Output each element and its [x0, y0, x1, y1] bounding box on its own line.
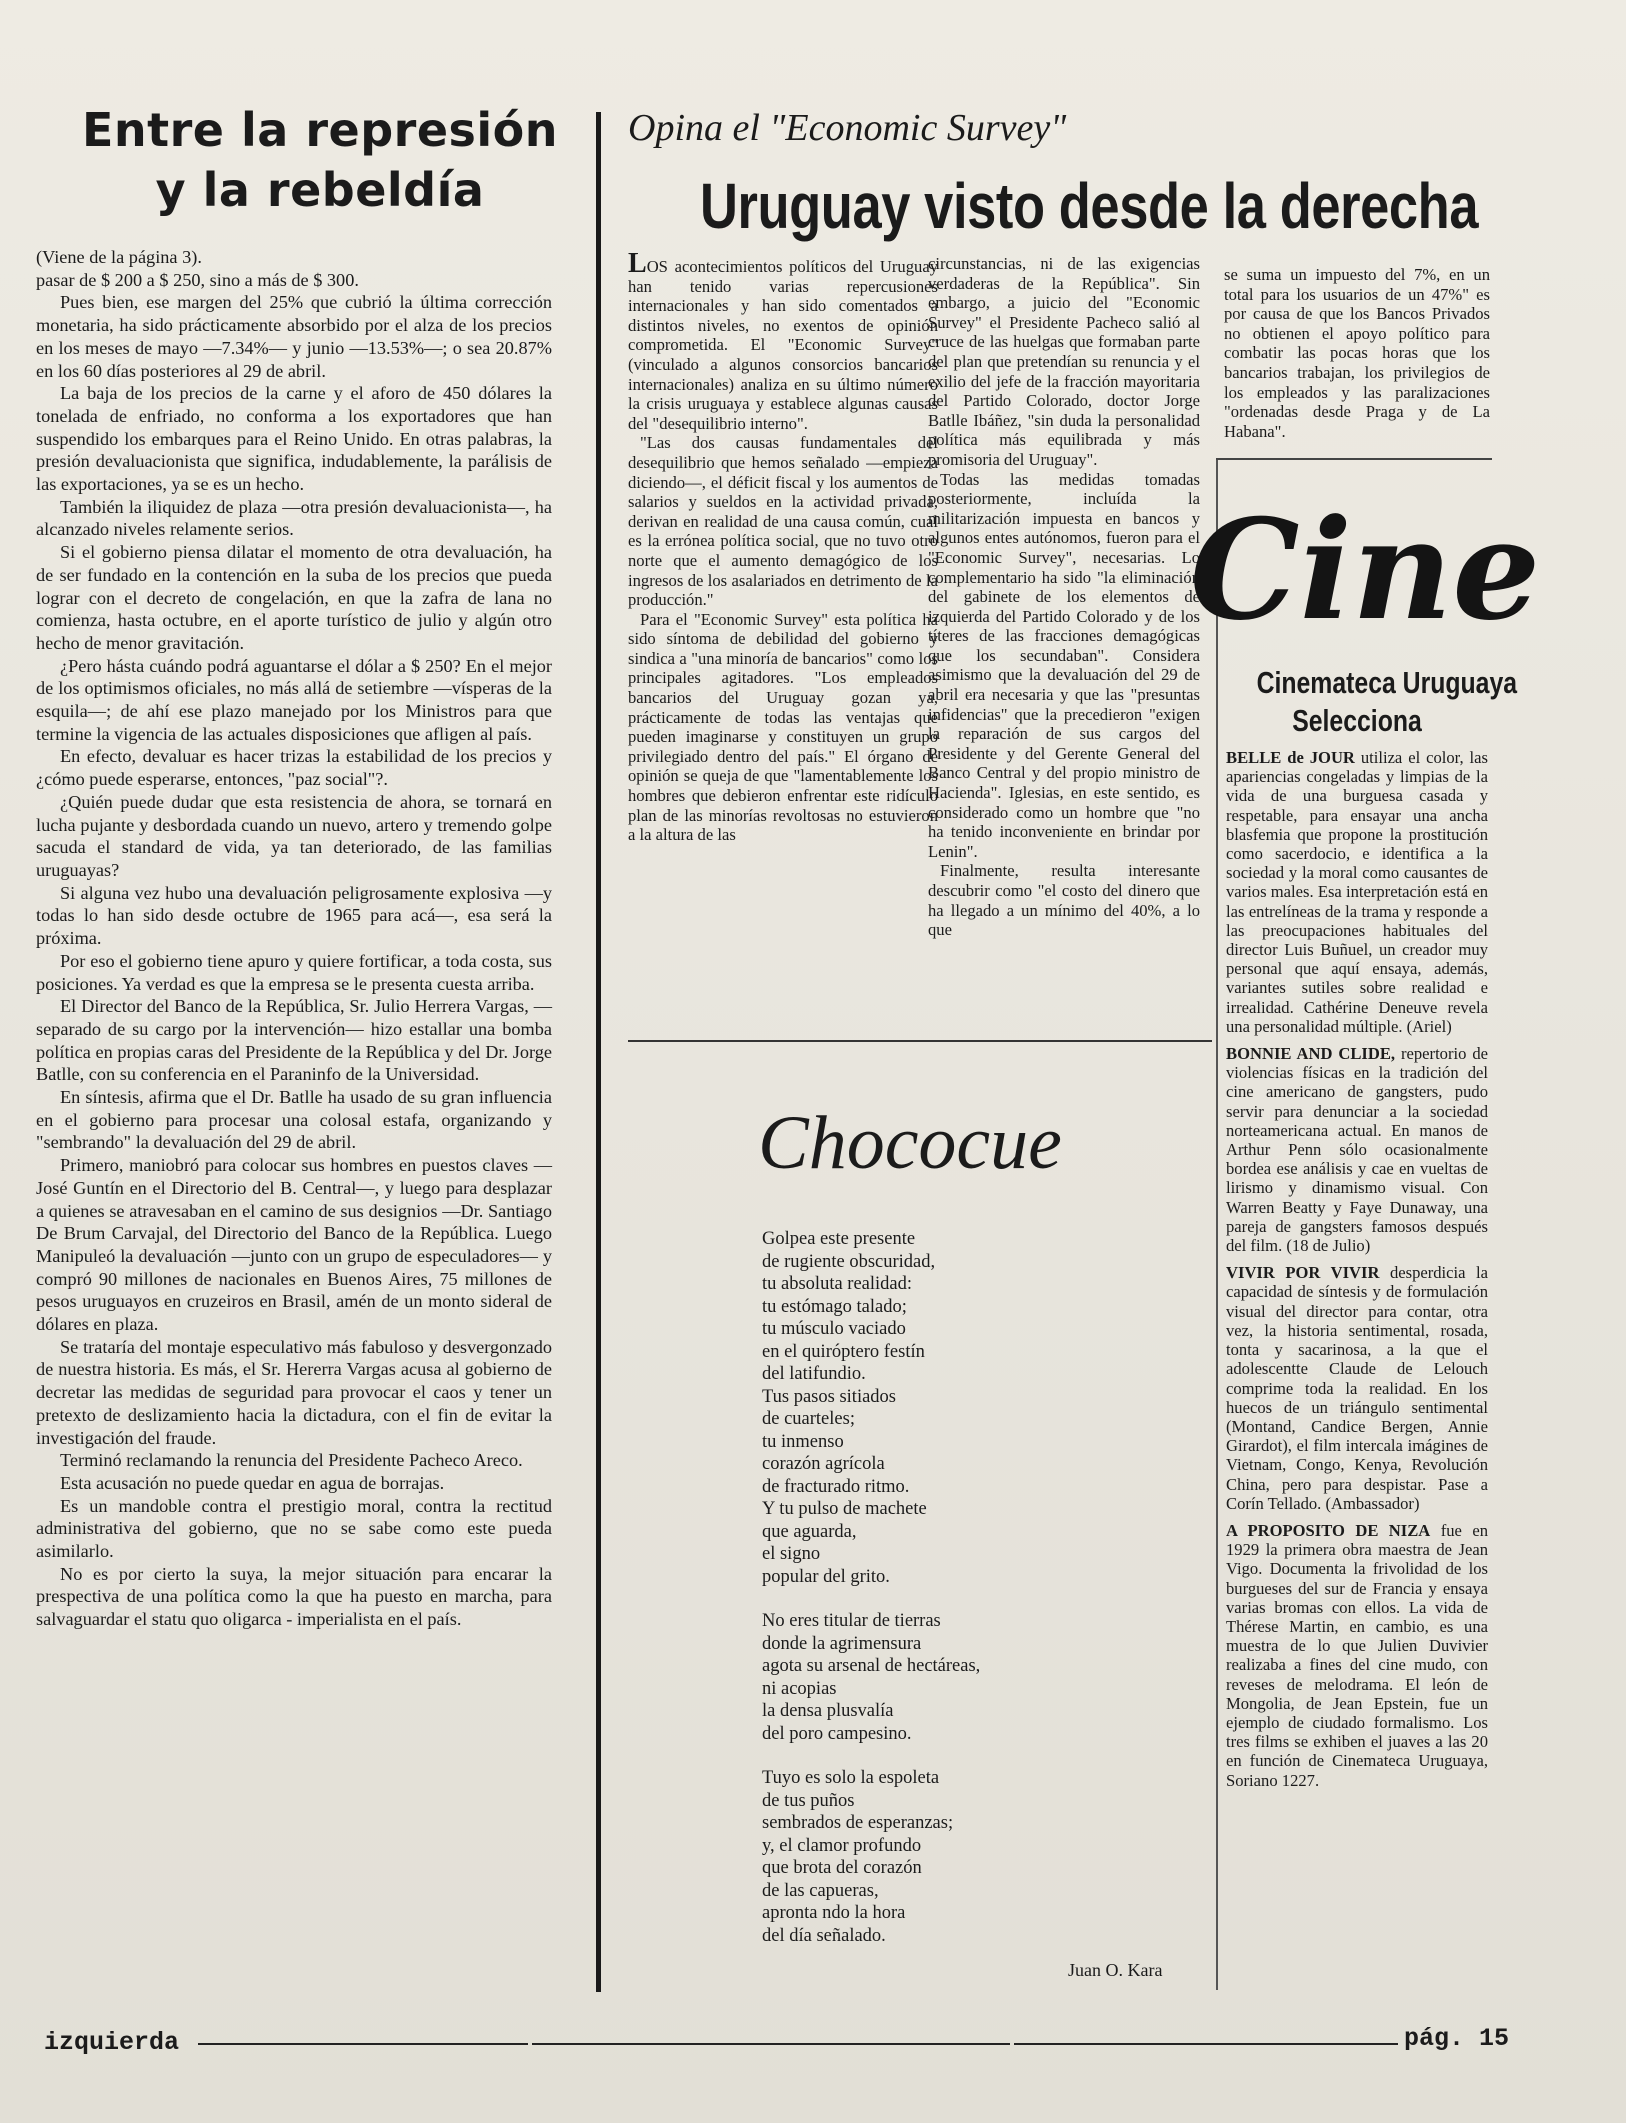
poem-line: tu absoluta realidad:: [762, 1274, 913, 1294]
article-column-3: [1224, 265, 1490, 441]
poem-line: de tus puños: [762, 1790, 855, 1811]
cine-logo: [1189, 486, 1541, 651]
cine-entry-text: desperdicia la capacidad de síntesis y de formulación visual del director para contar, otra vez, la historia sentimental, rosada, tonta y sacarinosa, a la que el adolescentte Claude de Lelouch comprime toda la realidad. En los huecos de un triángulo sentimental (Montand, Candice Bergen, Annie Girardot), el film intercala imágines de Vietnam, Congo, Kenya, Revolución China, pero para despistar. Pase a Corín Tellado. (Ambassador): [1226, 1263, 1488, 1513]
cine-heading-line1: Cinemateca Uruguaya: [1256, 665, 1518, 700]
poem-line: apronta ndo la hora: [762, 1903, 906, 1923]
poem-line: donde la agrimensura: [762, 1633, 922, 1654]
cine-entry-text: utiliza el color, las apariencias congeladas y limpias de la vida de una burguesa casada y respetable, para ensayar una ancha blasfemia que propone la prostitución como sacerdocio, e identifica a la sociedad y la moral como causantes de varios males. Esa interpretación está en las entrelíneas de la trama y responde a las preocupaciones habituales del director Luis Buñuel, un creador muy personal que aquí ensaya, además, variantes sutiles sobre realidad e irrealidad. Cathérine Deneuve revela una personalidad múltiple. (Ariel): [1226, 748, 1488, 1036]
section-divider: [628, 1040, 1212, 1042]
cine-entry-text: fue en 1929 la primera obra maestra de Jean Vigo. Documenta la frivolidad de los burgueses del sur de Francia y ensaya varias bromas con ellos. La vida de Thérese Martin, en cambio, es una muestra de lo que Julien Duvivier realizaba a fines del cine mudo, con reveses de melodrama. El león de Mongolia, de Jean Epstein, fue un ejemplo de ciudado formalismo. Los tres films se exhiben el juaves a las 20 en función de Cinemateca Uruguaya, Soriano 1227.: [1226, 1520, 1488, 1790]
left-paragraph: Terminó reclamando la renuncia del Presidente Pacheco Areco.: [60, 1450, 523, 1471]
poem-line: de fracturado ritmo.: [762, 1476, 910, 1497]
article-column-2: [928, 254, 1200, 940]
left-paragraph: En síntesis, afirma que el Dr. Batlle ha usado de su gran influencia en el gobierno para procesar una colosal estafa, organizando y "sembrando" la devaluación del 29 de abril.: [36, 1087, 552, 1153]
left-paragraph: ¿Pero hásta cuándo podrá aguantarse el dólar a $ 250? En el mejor de los optimismos oficiales, no más allá de setiembre —vísperas de la esquila—; de ahí ese plazo manejado por los Ministros para que termine la vigencia de las actuales disposiciones que afligen al país.: [36, 655, 552, 744]
poem-line: de las capueras,: [762, 1880, 879, 1901]
left-paragraph: (Viene de la página 3).: [36, 247, 202, 267]
poem-line: la densa plusvalía: [762, 1701, 894, 1721]
poem-stanza: [762, 1228, 1142, 1588]
article-paragraph: circunstancias, ni de las exigencias verdaderas de la República". Sin embargo, a juicio del "Economic Survey" el Presidente Pacheco salió al cruce de las huelgas que formaban parte del plan que pretendían su renuncia y el exilio del jefe de la fracción mayoritaria del Partido Colorado, doctor Jorge Batlle Ibáñez, "sin duda la personalidad política más equilibrada y más promisoria del Uruguay".: [928, 254, 1200, 469]
poem-line: No eres titular de tierras: [762, 1611, 941, 1631]
article-kicker: Opina el "Economic Survey": [628, 107, 1067, 149]
poem-line: sembrados de esperanzas;: [762, 1813, 954, 1833]
cine-entry-title: BELLE de JOUR: [1226, 748, 1355, 767]
poem-line: tu estómago talado;: [762, 1296, 907, 1317]
poem-line: tu inmenso: [762, 1431, 844, 1452]
left-paragraph: Esta acusación no puede quedar en agua de borrajas.: [60, 1472, 445, 1493]
left-paragraph: En efecto, devaluar es hacer trizas la estabilidad de los precios y ¿cómo puede esperarse, entonces, "paz social"?.: [36, 746, 552, 790]
cine-entry: [1226, 1044, 1488, 1255]
footer-page-number: pág. 15: [1404, 2024, 1510, 2053]
cine-entry-text: repertorio de violencias físicas en la tradición del cine americano de gangsters, pudo servir para denunciar a la sociedad norteamericana actual. En manos de Arthur Penn sólo ocasionalmente bordea ese análisis y cae en vueltas de lirismo y dinamismo visual. Con Warren Beatty y Faye Dunaway, una pareja de gangsters famosos después del film. (18 de Julio): [1226, 1044, 1488, 1256]
article-paragraph: Para el "Economic Survey" esta política ha sido síntoma de debilidad del gobierno y sindica a "una minoría de bancarios" como los principales agitadores. "Los empleados bancarios del Uruguay gozan ya, prácticamente de todas las ventajas que pueden imaginarse y constituyen un grupo privilegiado dentro del país." El órgano de opinión se queja de que "lamentablemente los hombres que debieron enfrentar este ridículo plan de las minorías revoltosas no estuvieron a la altura de las: [628, 609, 938, 845]
poem-stanza: [762, 1610, 1142, 1745]
footer-publication: izquierda: [44, 2028, 180, 2057]
cine-heading: [1224, 664, 1518, 740]
poem-line: Tuyo es solo la espoleta: [762, 1768, 940, 1788]
cine-reviews: [1226, 748, 1488, 1798]
poem-author: Juan O. Kara: [1068, 1960, 1163, 1980]
article-headline: Uruguay visto desde la derecha: [700, 170, 1479, 242]
poem-line: en el quiróptero festín: [762, 1341, 925, 1362]
cine-entry-title: VIVIR POR VIVIR: [1226, 1263, 1380, 1283]
left-paragraph: No es por cierto la suya, la mejor situación para encarar la prespectiva de una política como la que ha puesto en marcha, para salvaguardar el statu quo oligarca - imperialista en el país.: [36, 1563, 552, 1630]
poem-line: Y tu pulso de machete: [762, 1499, 927, 1519]
left-paragraph: Se trataría del montaje especulativo más fabuloso y desvergonzado de nuestra historia. Es más, el Sr. Hererra Vargas acusa al gobierno de decretar las medidas de seguridad para provocar el caos y tener un pretexto de deslizamiento hacia la dictadura, con el fin de evitar la investigación del fraude.: [36, 1336, 552, 1448]
column-divider: [596, 112, 601, 1992]
poem-title: Chococue: [758, 1101, 1062, 1185]
footer-rule: [1014, 2043, 1398, 2045]
left-paragraph: Pues bien, ese margen del 25% que cubrió la última corrección monetaria, ha sido prácticamente absorbido por el alza de los precios en los meses de mayo —7.34%— y junio —13.53%—; o sea 20.87% en los 60 días posteriores al 29 de abril.: [36, 292, 552, 381]
left-paragraph: Si alguna vez hubo una devaluación peligrosamente explosiva —y todas lo han sido desde octubre de 1965 para acá—, esa será la próxima.: [36, 882, 552, 949]
cine-entry-title: BONNIE AND CLIDE,: [1226, 1044, 1396, 1064]
poem-line: del día señalado.: [762, 1925, 886, 1946]
left-paragraph: Es un mandoble contra el prestigio moral, contra la rectitud administrativa del gobierno, que no se sabe como este pueda asimilarlo.: [36, 1495, 552, 1562]
left-paragraph: El Director del Banco de la República, Sr. Julio Herrera Vargas, —separado de su cargo por la intervención— hizo estallar una bomba política en propias caras del Presidente de la República y del Dr. Jorge Batlle, con su conferencia en el Paraninfo de la Universidad.: [36, 996, 552, 1085]
article-paragraph: Finalmente, resulta interesante descubrir como "el costo del dinero que ha llegado a un mínimo del 40%, a lo que: [928, 861, 1200, 940]
article-paragraph: Todas las medidas tomadas posteriormente, incluída la militarización impuesta en bancos y algunos entes autónomos, fueron para el "Economic Survey", necesarias. Lo complementario ha sido "la eliminación del gabinete de los elementos de izquierda del Partido Colorado y de los títeres de las fracciones demagógicas que los secundaban". Considera asimismo que la devaluación del 29 de abril era necesaria y que las "presuntas infidencias" que la precedieron "exigen la reparación de sus cargos del Presidente y del Gerente General del Banco Central y del propio ministro de Hacienda". Iglesias, en este sentido, es considerado como un hombre que "no ha tenido inconveniente en brindar por Lenin".: [928, 469, 1200, 861]
cine-entry: [1226, 1521, 1488, 1790]
poem-line: de rugiente obscuridad,: [762, 1251, 936, 1272]
poem-stanza: [762, 1767, 1142, 1947]
cine-entry: [1226, 748, 1488, 1036]
poem-line: que aguarda,: [762, 1521, 857, 1542]
cine-entry: [1226, 1263, 1488, 1513]
left-paragraph: La baja de los precios de la carne y el aforo de 450 dólares la tonelada de enfriado, no conforma a los exportadores que han suspendido los embarques para el Reino Unido. En otras palabras, la presión devaluacionista que significa, indudablemente, la parálisis de las exportaciones, ya se es un hecho.: [36, 383, 552, 495]
poem-line: ni acopias: [762, 1678, 837, 1699]
poem-line: agota su arsenal de hectáreas,: [762, 1656, 981, 1676]
article-column-1: [628, 248, 938, 845]
cine-entry-title: A PROPOSITO DE NIZA: [1226, 1520, 1431, 1540]
left-title-line2: y la rebeldía: [155, 163, 485, 217]
drop-cap: L: [628, 248, 647, 279]
poem-line: corazón agrícola: [762, 1454, 885, 1474]
article-paragraph: "Las dos causas fundamentales del desequilibrio que hemos señalado —empieza diciendo—, el déficit fiscal y los aumentos de salarios y sueldos en la actividad privada, derivan en realidad de una causa común, cual es la errónea política social, que no tuvo otro norte que el aumento demagógico de los ingresos de los asalariados en detrimento de la producción.": [628, 433, 938, 610]
footer-rule: [532, 2043, 1010, 2045]
left-paragraph: pasar de $ 200 a $ 250, sino a más de $ 300.: [36, 269, 359, 290]
left-article-title: [40, 100, 600, 220]
poem-body: [762, 1228, 1142, 1969]
poem-line: Golpea este presente: [762, 1229, 916, 1249]
poem-line: del poro campesino.: [762, 1723, 912, 1744]
cine-logo-text: Cine: [1189, 488, 1541, 651]
left-paragraph: Por eso el gobierno tiene apuro y quiere fortificar, a toda costa, sus posiciones. Ya verdad es que la empresa se le presenta cuesta arriba.: [36, 950, 552, 994]
article-paragraph: se suma un impuesto del 7%, en un total para los usuarios de un 47%" es por causa de que los Bancos Privados no obtienen el apoyo político para combatir las pocas horas que los bancarios trabajan, los privilegios de los empleados y las paralizaciones "ordenadas desde Praga y de La Habana".: [1224, 265, 1490, 441]
poem-line: del latifundio.: [762, 1364, 866, 1384]
left-article-body: [36, 246, 552, 1631]
left-paragraph: Primero, maniobró para colocar sus hombres en puestos claves —José Guntín en el Directorio del B. Central—, y luego para desplazar a quienes se atravesaban en el camino de sus designios —Dr. Santiago De Brum Carvajal, del Directorio del Banco de la República. Luego Manipuleó la devaluación —junto con un grupo de especuladores— y compró 90 millones de nacionales en Buenos Aires, 75 millones de pesos uruguayos en cruzeiros en Brasil, amén de un monto sideral de dólares en plaza.: [36, 1155, 552, 1335]
poem-line: el signo: [762, 1544, 821, 1564]
left-paragraph: ¿Quién puede dudar que esta resistencia de ahora, se tornará en lucha pujante y desbordada cuando un nuevo, artero y tremendo golpe sacuda el standard de vida, ya tan deteriorado, de las familias uruguayas?: [36, 791, 552, 880]
footer-rule: [198, 2043, 528, 2045]
poem-line: y, el clamor profundo: [762, 1835, 922, 1856]
poem-line: que brota del corazón: [762, 1858, 922, 1878]
left-paragraph: También la iliquidez de plaza —otra presión devaluacionista—, ha alcanzado niveles relamente serios.: [36, 496, 552, 540]
left-paragraph: Si el gobierno piensa dilatar el momento de otra devaluación, ha de ser fundado en la contención en la suba de los precios que pueda lograr con el decreto de congelación, en que la zafra de lana no comienza, hasta octubre, en el aporte turístico de julio y algún otro hecho de menor gravitación.: [36, 542, 552, 653]
poem-line: popular del grito.: [762, 1566, 890, 1587]
cine-heading-line2: Selecciona: [1292, 703, 1422, 738]
poem-line: de cuarteles;: [762, 1409, 855, 1429]
left-title-line1: Entre la represión: [81, 103, 559, 157]
poem-line: Tus pasos sitiados: [762, 1386, 896, 1407]
article-paragraph: LOS acontecimientos políticos del Uruguay han tenido varias repercusiones internacionales y han sido comentados a distintos niveles, no exentos de opinión comprometida. El "Economic Survey" (vinculado a algunos consorcios bancarios internacionales) analiza en su último número la crisis uruguaya y establece algunas causas del "desequilibrio interno".: [628, 248, 938, 433]
poem-line: tu músculo vaciado: [762, 1319, 906, 1339]
